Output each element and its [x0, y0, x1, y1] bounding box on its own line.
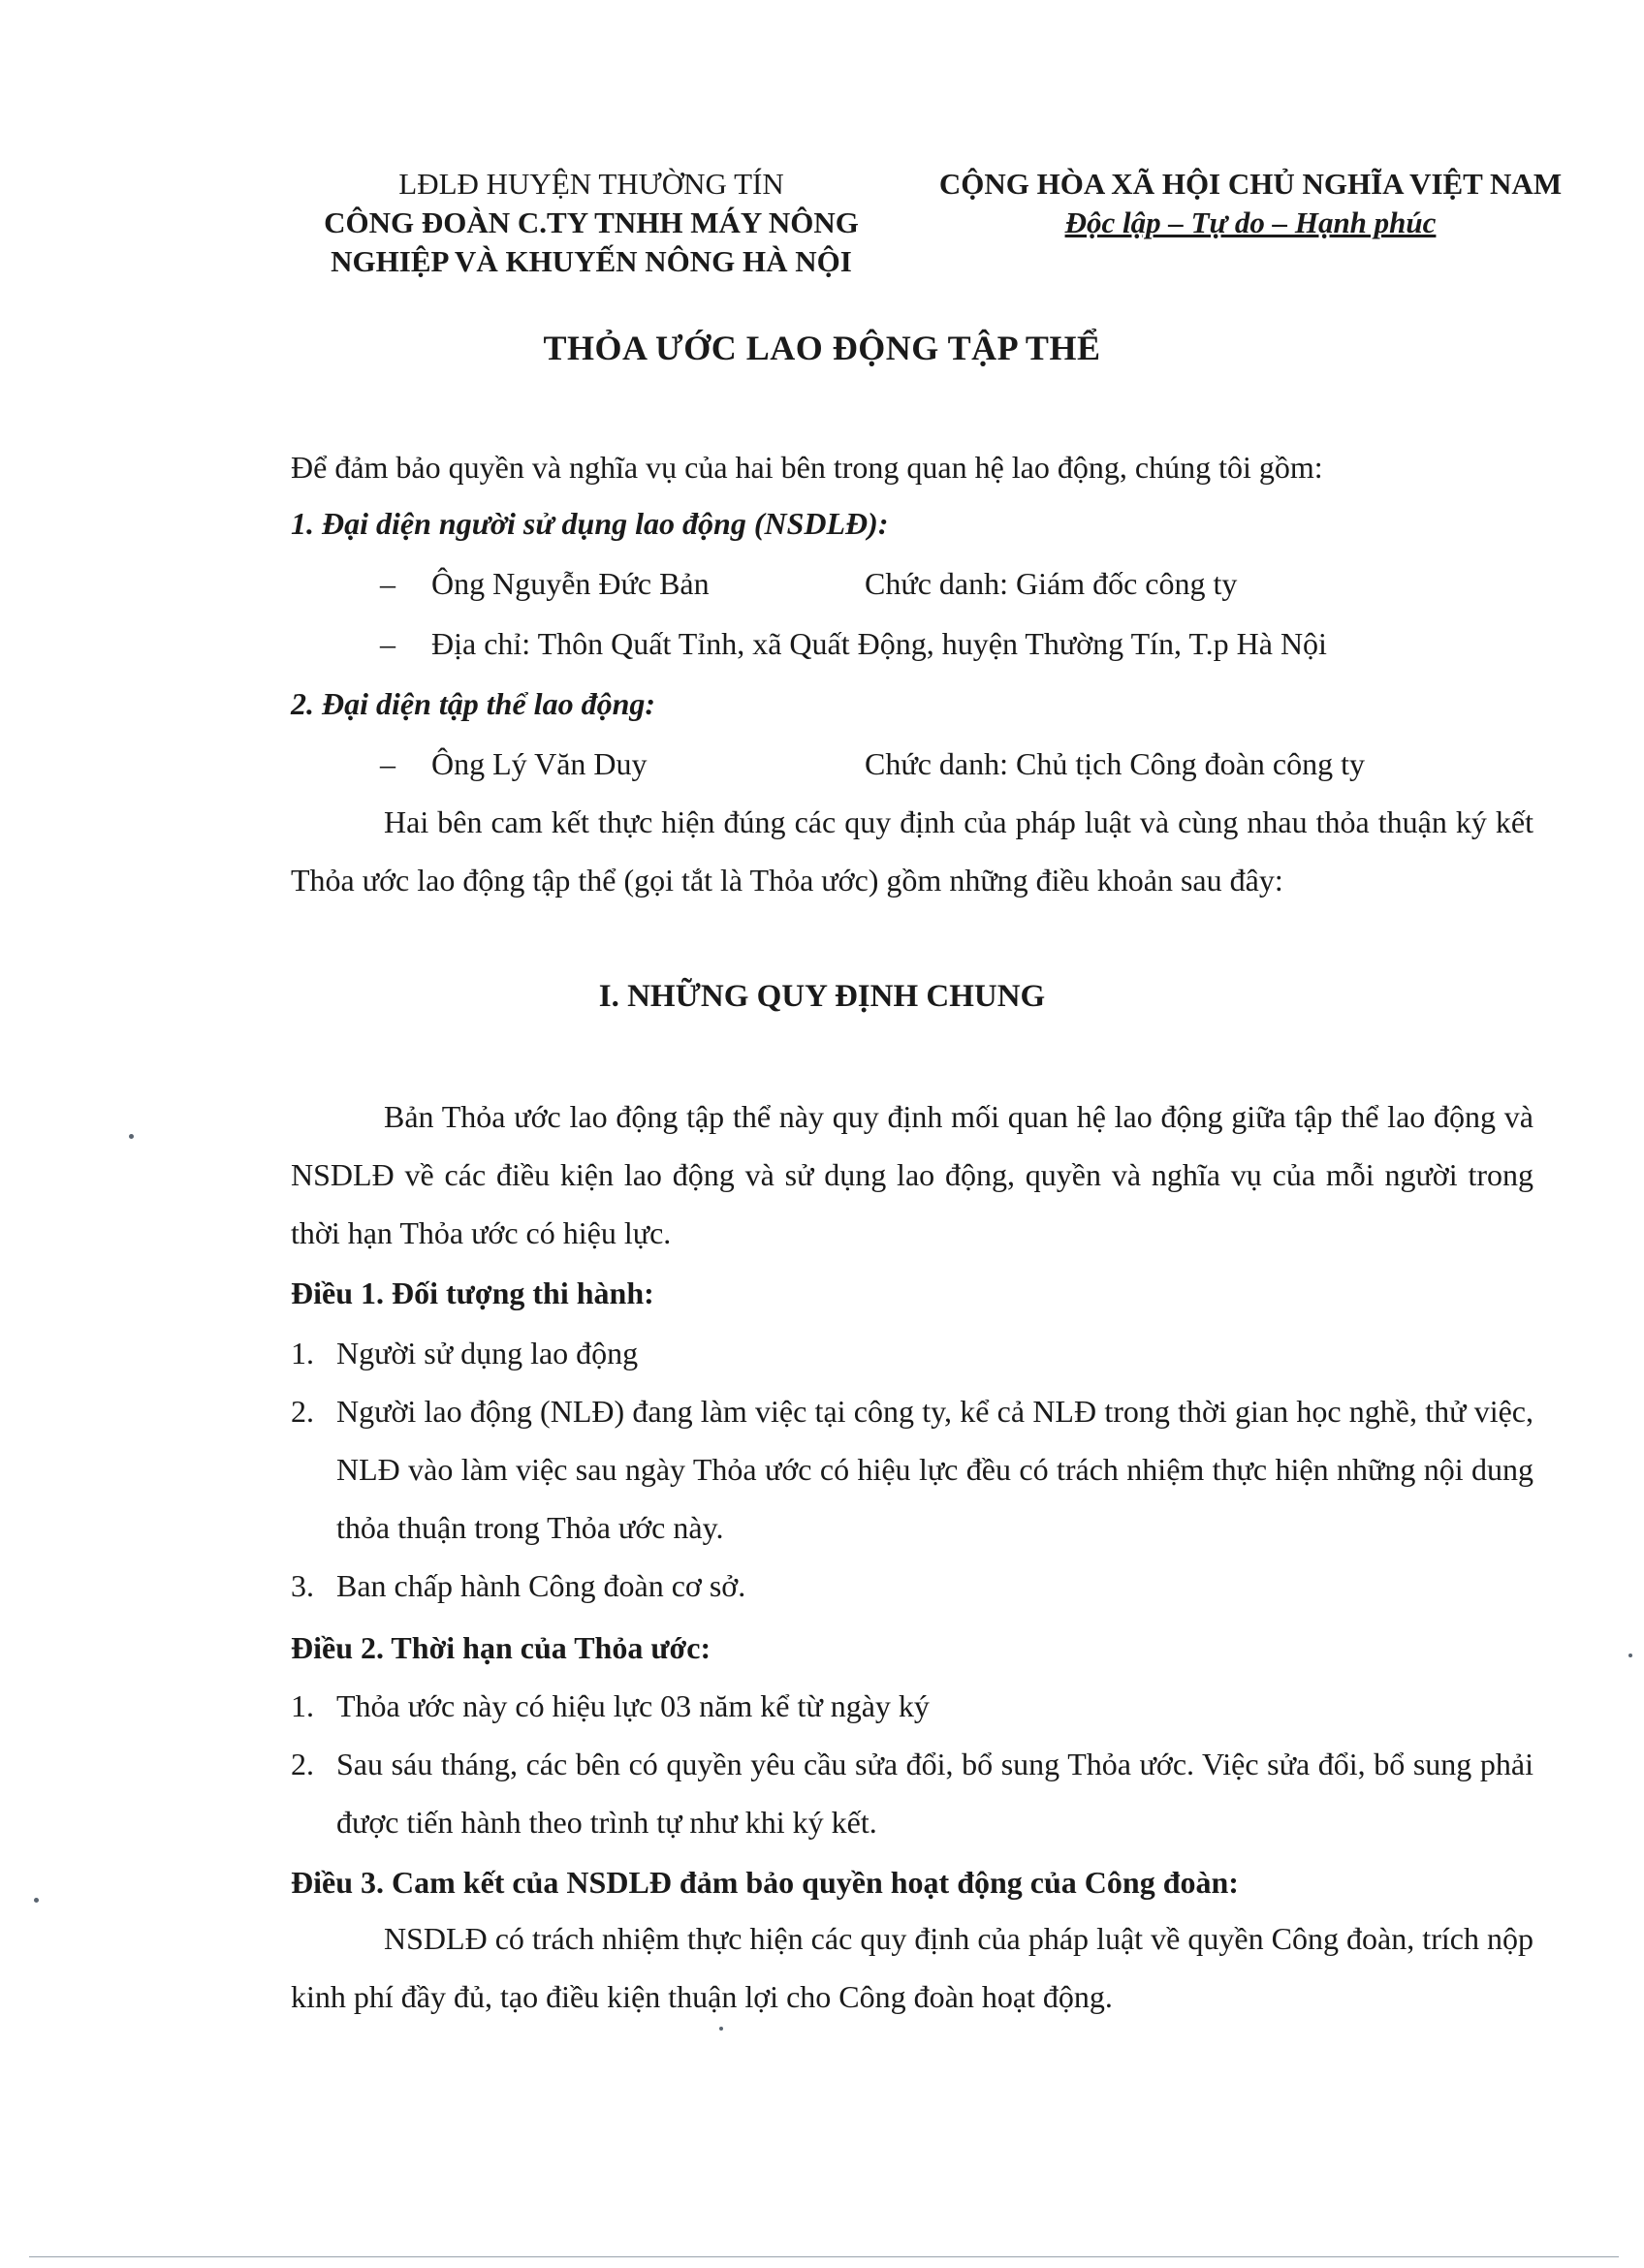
- section-1-intro: Bản Thỏa ước lao động tập thể này quy định mối quan hệ lao động giữa tập thể lao động và NSDLĐ về các điều kiện lao động và sử dụng lao động, quyền và nghĩa vụ của mỗi người trong thời hạn Thỏa ước có hiệu lực.: [291, 1099, 1533, 1250]
- party1-name: Ông Nguyễn Đức Bản: [431, 566, 710, 601]
- list-item-number: 2.: [291, 1394, 314, 1429]
- issuer-line-3: NGHIỆP VÀ KHUYẾN NÔNG HÀ NỘI: [331, 244, 852, 278]
- list-item: [291, 1677, 1533, 1735]
- party2-heading: 2. Đại diện tập thể lao động:: [291, 686, 656, 721]
- commitment-paragraph: Hai bên cam kết thực hiện đúng các quy định của pháp luật và cùng nhau thỏa thuận ký kết Thỏa ước lao động tập thể (gọi tắt là Thỏa ước) gồm những điều khoản sau đây:: [291, 804, 1533, 898]
- issuer-line-1: LĐLĐ HUYỆN THƯỜNG TÍN: [398, 167, 784, 201]
- national-name: CỘNG HÒA XÃ HỘI CHỦ NGHĨA VIỆT NAM: [938, 167, 1563, 201]
- list-item: [291, 1735, 1533, 1851]
- list-item-number: 3.: [291, 1568, 314, 1603]
- page-bottom-rule: [29, 2256, 1619, 2257]
- intro-text: Để đảm bảo quyền và nghĩa vụ của hai bên trong quan hệ lao động, chúng tôi gồm:: [291, 450, 1323, 485]
- document-title: THỎA ƯỚC LAO ĐỘNG TẬP THỂ: [543, 329, 1101, 367]
- list-item-number: 2.: [291, 1747, 314, 1781]
- national-motto: Độc lập – Tự do – Hạnh phúc: [1064, 205, 1437, 239]
- list-item-text: Người sử dụng lao động: [336, 1336, 639, 1370]
- list-item-number: 1.: [291, 1336, 314, 1370]
- scan-speck: [719, 2027, 723, 2031]
- list-item-number: 1.: [291, 1688, 314, 1723]
- list-item-text: Ban chấp hành Công đoàn cơ sở.: [336, 1568, 746, 1603]
- article-1-title: Điều 1. Đối tượng thi hành:: [291, 1276, 654, 1310]
- article-3-text: NSDLĐ có trách nhiệm thực hiện các quy định của pháp luật về quyền Công đoàn, trích nộp kinh phí đầy đủ, tạo điều kiện thuận lợi cho Công đoàn hoạt động.: [291, 1921, 1533, 2014]
- party1-position: Chức danh: Giám đốc công ty: [865, 566, 1238, 601]
- section-1-title: I. NHỮNG QUY ĐỊNH CHUNG: [598, 979, 1046, 1014]
- party2-dash: –: [380, 746, 395, 781]
- national-motto-block: [901, 165, 1599, 242]
- party1-dash-1: –: [380, 566, 395, 601]
- party2-position: Chức danh: Chủ tịch Công đoàn công ty: [865, 746, 1365, 781]
- article-1-list: [291, 1324, 1533, 1615]
- party1-dash-2: –: [380, 626, 395, 661]
- list-item-text: Thỏa ước này có hiệu lực 03 năm kể từ ngày ký: [336, 1688, 930, 1723]
- issuer-block: [281, 165, 901, 281]
- scan-speck: [34, 1898, 39, 1903]
- party1-heading: 1. Đại diện người sử dụng lao động (NSDLĐ):: [291, 506, 889, 541]
- list-item-text: Sau sáu tháng, các bên có quyền yêu cầu sửa đổi, bổ sung Thỏa ước. Việc sửa đổi, bổ sung phải được tiến hành theo trình tự như khi ký kết.: [336, 1747, 1533, 1840]
- article-2-list: [291, 1677, 1533, 1851]
- party1-address: Địa chỉ: Thôn Quất Tỉnh, xã Quất Động, huyện Thường Tín, T.p Hà Nội: [431, 626, 1327, 661]
- list-item-text: Người lao động (NLĐ) đang làm việc tại công ty, kể cả NLĐ trong thời gian học nghề, thử việc, NLĐ vào làm việc sau ngày Thỏa ước có hiệu lực đều có trách nhiệm thực hiện những nội dung thỏa thuận trong Thỏa ước này.: [336, 1394, 1533, 1545]
- article-3-title: Điều 3. Cam kết của NSDLĐ đảm bảo quyền hoạt động của Công đoàn:: [291, 1865, 1239, 1900]
- article-2-title: Điều 2. Thời hạn của Thỏa ước:: [291, 1630, 711, 1665]
- scan-speck: [1628, 1654, 1632, 1657]
- list-item: [291, 1382, 1533, 1557]
- scan-speck: [129, 1134, 134, 1139]
- list-item: [291, 1324, 1533, 1382]
- issuer-line-2: CÔNG ĐOÀN C.TY TNHH MÁY NÔNG: [324, 205, 859, 239]
- party2-name: Ông Lý Văn Duy: [431, 746, 648, 781]
- list-item: [291, 1557, 1533, 1615]
